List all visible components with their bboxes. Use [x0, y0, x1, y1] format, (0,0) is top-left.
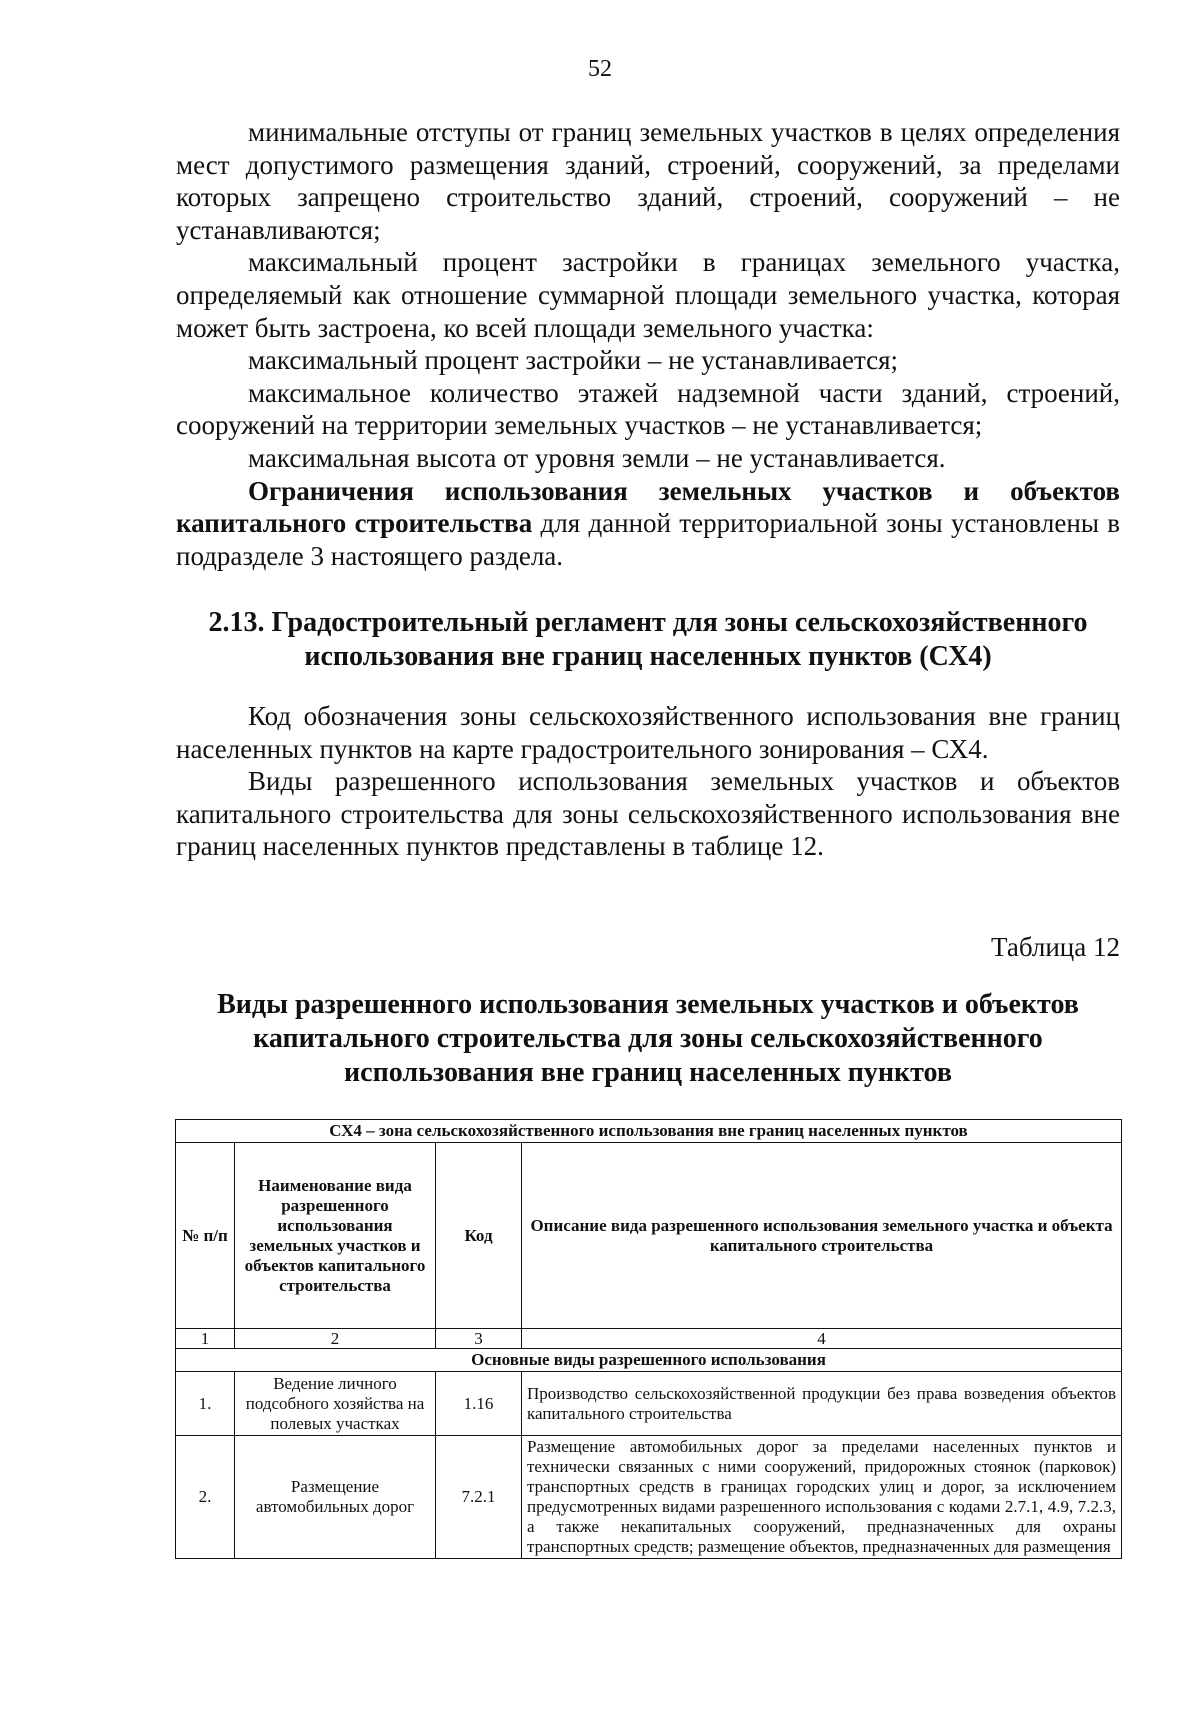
row-code: 1.16: [436, 1372, 522, 1436]
regulation-text-block: [176, 116, 1120, 572]
column-number: 1: [176, 1329, 235, 1349]
table-header-row: [176, 1143, 1122, 1329]
table-caption: Таблица 12: [991, 932, 1120, 962]
table-row: [176, 1436, 1122, 1559]
zone-description-block: [176, 700, 1120, 863]
header-code: Код: [436, 1143, 522, 1329]
row-num: 1.: [176, 1372, 235, 1436]
header-name: Наименование вида разрешенного использования земельных участков и объектов капитального строительства: [235, 1143, 436, 1329]
row-description: Производство сельскохозяйственной продукции без права возведения объектов капитального строительства: [522, 1372, 1122, 1436]
section-heading: [176, 606, 1120, 674]
zone-header-cell: СХ4 – зона сельскохозяйственного использования вне границ населенных пунктов: [176, 1120, 1122, 1143]
paragraph-max-coverage-definition: максимальный процент застройки в границах земельного участка, определяемый как отношение суммарной площади земельного участка, которая может быть застроена, ко всей площади земельного участка:: [176, 247, 1120, 343]
section-label-cell: Основные виды разрешенного использования: [176, 1349, 1122, 1372]
column-number: 3: [436, 1329, 522, 1349]
permitted-uses-table: [175, 1119, 1122, 1559]
table-title-line-2: капитального строительства для зоны сельскохозяйственного: [253, 1023, 1043, 1054]
page-number: 52: [588, 56, 612, 82]
table-title-line-1: Виды разрешенного использования земельных участков и объектов: [217, 989, 1079, 1020]
table-title: [176, 988, 1120, 1090]
row-name: Размещение автомобильных дорог: [235, 1436, 436, 1559]
paragraph-permitted-uses-intro: Виды разрешенного использования земельных участков и объектов капитального строительства для зоны сельскохозяйственного использования вне границ населенных пунктов представлены в таблице 12.: [176, 766, 1120, 862]
table-row: [176, 1372, 1122, 1436]
section-heading-line-2: использования вне границ населенных пунктов (СХ4): [304, 641, 992, 672]
row-name: Ведение личного подсобного хозяйства на полевых участках: [235, 1372, 436, 1436]
column-number-row: [176, 1329, 1122, 1349]
restrictions-rest-text: для данной территориальной зоны установлены в подразделе 3 настоящего раздела.: [176, 508, 1120, 571]
section-heading-line-1: 2.13. Градостроительный регламент для зоны сельскохозяйственного: [208, 607, 1088, 638]
column-number: 2: [235, 1329, 436, 1349]
table-zone-header-row: [176, 1120, 1122, 1143]
paragraph-max-coverage: максимальный процент застройки – не устанавливается;: [248, 345, 899, 376]
paragraph-max-floors: максимальное количество этажей надземной части зданий, строений, сооружений на территории земельных участков – не устанавливается;: [176, 377, 1120, 441]
paragraph-max-height: максимальная высота от уровня земли – не устанавливается.: [248, 442, 946, 473]
header-num: № п/п: [176, 1143, 235, 1329]
paragraph-setbacks: минимальные отступы от границ земельных участков в целях определения мест допустимого размещения зданий, строений, сооружений, за пределами которых запрещено строительство зданий, строений, сооружений – не устанавливаются;: [176, 117, 1120, 245]
paragraph-zone-code: Код обозначения зоны сельскохозяйственного использования вне границ населенных пунктов на карте градостроительного зонирования – СХ4.: [176, 701, 1120, 764]
restrictions-bold-text: Ограничения использования земельных участков и объектов капитального строительства: [176, 475, 1120, 539]
table-title-line-3: использования вне границ населенных пунктов: [344, 1057, 952, 1088]
row-description: Размещение автомобильных дорог за пределами населенных пунктов и технически связанных с ними сооружений, придорожных стоянок (парковок) транспортных средств в границах городских улиц и дорог, за исключением предусмотренных видами разрешенного использования с кодами 2.7.1, 4.9, 7.2.3, а также некапитальных сооружений, предназначенных для охраны транспортных средств; размещение объектов, предназначенных для размещения: [522, 1436, 1122, 1559]
row-code: 7.2.1: [436, 1436, 522, 1559]
row-num: 2.: [176, 1436, 235, 1559]
section-label-row: [176, 1349, 1122, 1372]
header-description: Описание вида разрешенного использования земельного участка и объекта капитального строительства: [522, 1143, 1122, 1329]
column-number: 4: [522, 1329, 1122, 1349]
paragraph-restrictions: [176, 475, 1120, 573]
